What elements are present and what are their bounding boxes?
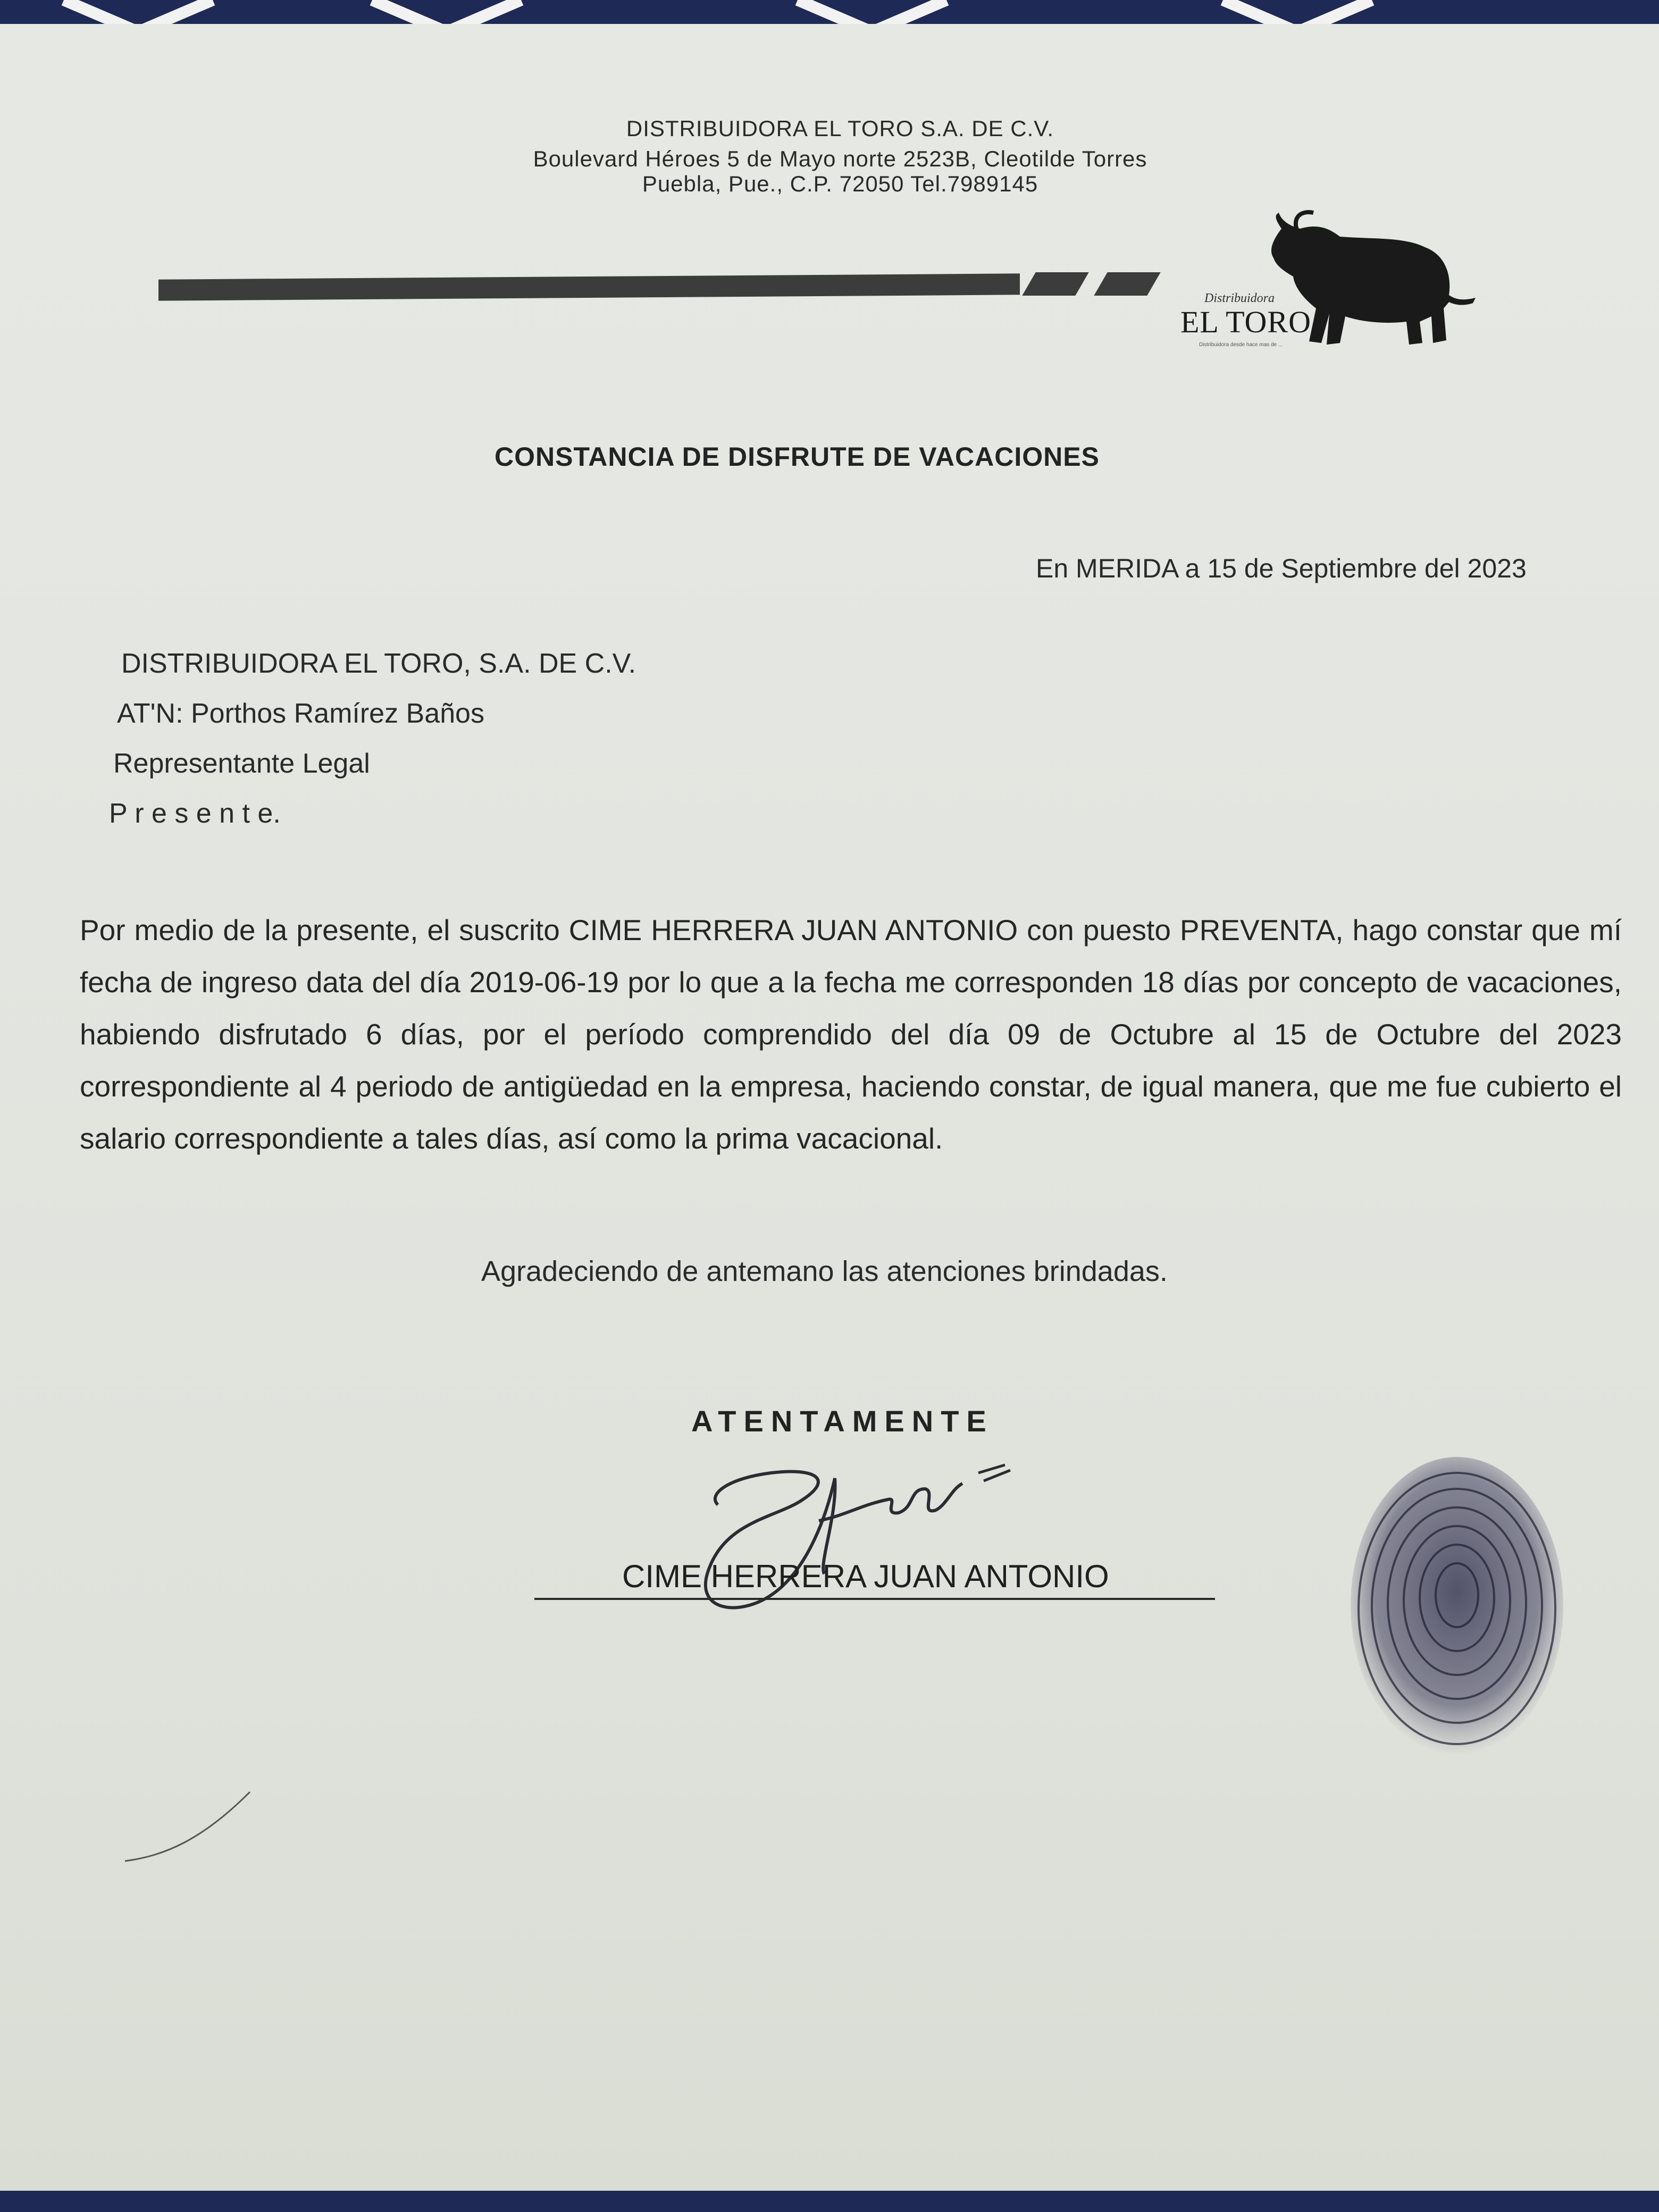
recipient-presente: P r e s e n t e.	[109, 798, 281, 829]
body-paragraph: Por medio de la presente, el suscrito CIME HERRERA JUAN ANTONIO con puesto PREVENTA, hago constar que mí fecha de ingreso data del día 2019-06-19 por lo que a la fecha me corresponden 18 días por concepto de vacaciones, habiendo disfrutado 6 días, por el período comprendido del día 09 de Octubre al 15 de Octubre del 2023 correspondiente al 4 periodo de antigüedad en la empresa, haciendo constar, de igual manera, que me fue cubierto el salario correspondiente a tales días, así como la prima vacacional.	[80, 914, 1622, 1155]
logo-small-text: Distribuidora	[1204, 291, 1275, 305]
recipient-company: DISTRIBUIDORA EL TORO, S.A. DE C.V.	[121, 648, 636, 679]
sign-off: ATENTAMENTE	[691, 1404, 994, 1438]
fingerprint-mark	[1340, 1446, 1574, 1776]
closing-line: Agradeciendo de antemano las atenciones brindadas.	[481, 1255, 1168, 1287]
company-name-header: DISTRIBUIDORA EL TORO S.A. DE C.V.	[626, 116, 1054, 141]
logo-tagline: Distribuidora desde hace mas de ...	[1199, 342, 1283, 348]
signer-name: CIME HERRERA JUAN ANTONIO	[622, 1559, 1109, 1594]
document-title: CONSTANCIA DE DISFRUTE DE VACACIONES	[495, 442, 1100, 472]
logo-brand: EL TORO	[1180, 305, 1311, 339]
recipient-attention: AT'N: Porthos Ramírez Baños	[117, 698, 484, 729]
pen-mark	[122, 1792, 255, 1866]
address-line-2: Puebla, Pue., C.P. 72050 Tel.7989145	[642, 171, 1038, 196]
place-date: En MERIDA a 15 de Septiembre del 2023	[1036, 554, 1527, 583]
signature-line	[534, 1598, 1215, 1600]
recipient-role: Representante Legal	[113, 748, 370, 779]
address-line-1: Boulevard Héroes 5 de Mayo norte 2523B, Cleotilde Torres	[533, 146, 1147, 171]
